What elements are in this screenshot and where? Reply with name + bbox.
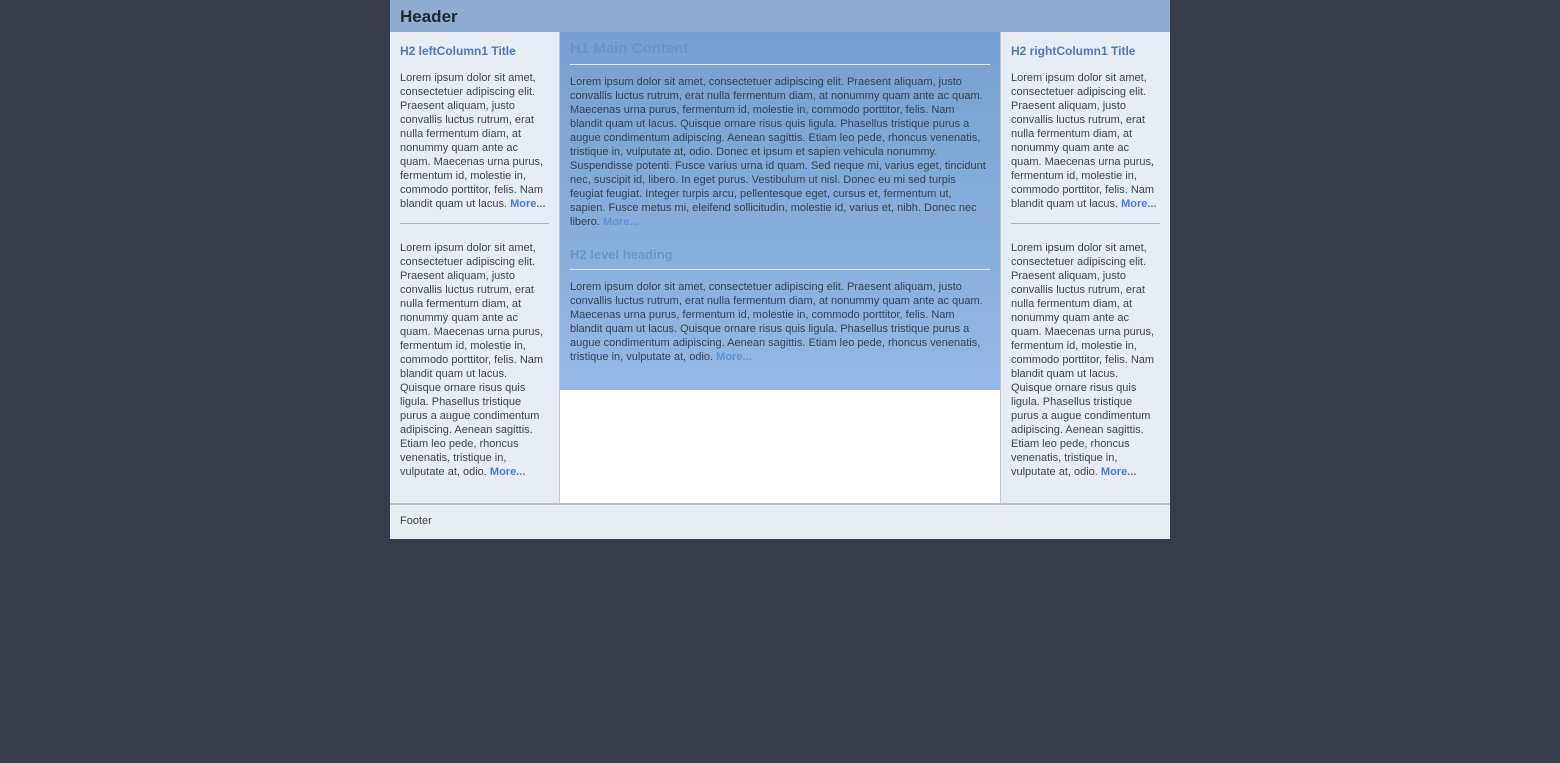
divider bbox=[400, 223, 549, 224]
paragraph-text: Lorem ipsum dolor sit amet, consectetuer adipiscing elit. Praesent aliquam, justo convallis luctus rutrum, erat nulla fermentum diam, at nonummy quam ante ac quam. Maecenas urna purus, fermentum id, molestie in, commodo porttitor, felis. Nam blandit quam ut lacus. bbox=[1011, 72, 1155, 210]
right-column bbox=[1000, 32, 1170, 503]
more-link[interactable]: More... bbox=[510, 198, 546, 210]
more-link[interactable]: More... bbox=[489, 466, 526, 478]
more-link[interactable]: More... bbox=[1100, 466, 1137, 478]
paragraph-text: Lorem ipsum dolor sit amet, consectetuer adipiscing elit. Praesent aliquam, justo convallis luctus rutrum, erat nulla fermentum diam, at nonummy quam ante ac quam. Maecenas urna purus, fermentum id, molestie in, commodo porttitor, felis. Nam blandit quam ut lacus. Quisque ornare risus quis ligula. Phasellus tristique purus a augue condimentum adipiscing. Aenean sagittis. Etiam leo pede, rhoncus venenatis, tristique in, vulputate at, odio. Donec et ipsum et sapien vehicula nonummy. Suspendisse potenti. Fusce varius urna id quam. Sed neque mi, varius eget, tincidunt nec, suscipit id, libero. In eget purus. Vestibulum ut nisl. Donec eu mi sed turpis feugiat feugiat. Integer turpis arcu, pellentesque eget, cursus et, fermentum ut, sapien. Fusce metus mi, eleifend sollicitudin, molestie id, varius et, nibh. Donec nec libero. bbox=[570, 76, 986, 228]
main-column bbox=[560, 32, 1000, 503]
sub-heading: H2 level heading bbox=[570, 247, 990, 270]
paragraph-text: Lorem ipsum dolor sit amet, consectetuer adipiscing elit. Praesent aliquam, justo convallis luctus rutrum, erat nulla fermentum diam, at nonummy quam ante ac quam. Maecenas urna purus, fermentum id, molestie in, commodo porttitor, felis. Nam blandit quam ut lacus. Quisque ornare risus quis ligula. Phasellus tristique purus a augue condimentum adipiscing. Aenean sagittis. Etiam leo pede, rhoncus venenatis, tristique in, vulputate at, odio. bbox=[1011, 242, 1155, 478]
page-title: Header bbox=[400, 7, 458, 26]
page-footer bbox=[390, 503, 1170, 539]
right-column-title: H2 rightColumn1 Title bbox=[1011, 44, 1136, 58]
paragraph bbox=[570, 280, 990, 364]
left-column-title: H2 leftColumn1 Title bbox=[400, 44, 516, 58]
paragraph bbox=[1011, 241, 1160, 479]
page-container bbox=[390, 0, 1170, 539]
paragraph bbox=[1011, 71, 1160, 211]
more-link[interactable]: More... bbox=[603, 216, 639, 228]
divider bbox=[1011, 223, 1160, 224]
paragraph-text: Lorem ipsum dolor sit amet, consectetuer adipiscing elit. Praesent aliquam, justo convallis luctus rutrum, erat nulla fermentum diam, at nonummy quam ante ac quam. Maecenas urna purus, fermentum id, molestie in, commodo porttitor, felis. Nam blandit quam ut lacus. Quisque ornare risus quis ligula. Phasellus tristique purus a augue condimentum adipiscing. Aenean sagittis. Etiam leo pede, rhoncus venenatis, tristique in, vulputate at, odio. bbox=[400, 242, 544, 478]
page-header bbox=[390, 0, 1170, 32]
footer-text: Footer bbox=[400, 515, 432, 527]
content-columns bbox=[390, 32, 1170, 503]
paragraph-text: Lorem ipsum dolor sit amet, consectetuer adipiscing elit. Praesent aliquam, justo convallis luctus rutrum, erat nulla fermentum diam, at nonummy quam ante ac quam. Maecenas urna purus, fermentum id, molestie in, commodo porttitor, felis. Nam blandit quam ut lacus. Quisque ornare risus quis ligula. Phasellus tristique purus a augue condimentum adipiscing. Aenean sagittis. Etiam leo pede, rhoncus venenatis, tristique in, vulputate at, odio. bbox=[570, 281, 983, 363]
more-link[interactable]: More... bbox=[1121, 198, 1157, 210]
left-column bbox=[390, 32, 560, 503]
paragraph bbox=[570, 75, 990, 229]
paragraph bbox=[400, 241, 549, 479]
main-heading: H1 Main Content bbox=[570, 40, 990, 65]
main-content bbox=[560, 32, 1000, 390]
more-link[interactable]: More... bbox=[716, 351, 752, 363]
paragraph-text: Lorem ipsum dolor sit amet, consectetuer adipiscing elit. Praesent aliquam, justo convallis luctus rutrum, erat nulla fermentum diam, at nonummy quam ante ac quam. Maecenas urna purus, fermentum id, molestie in, commodo porttitor, felis. Nam blandit quam ut lacus. bbox=[400, 72, 544, 210]
paragraph bbox=[400, 71, 549, 211]
